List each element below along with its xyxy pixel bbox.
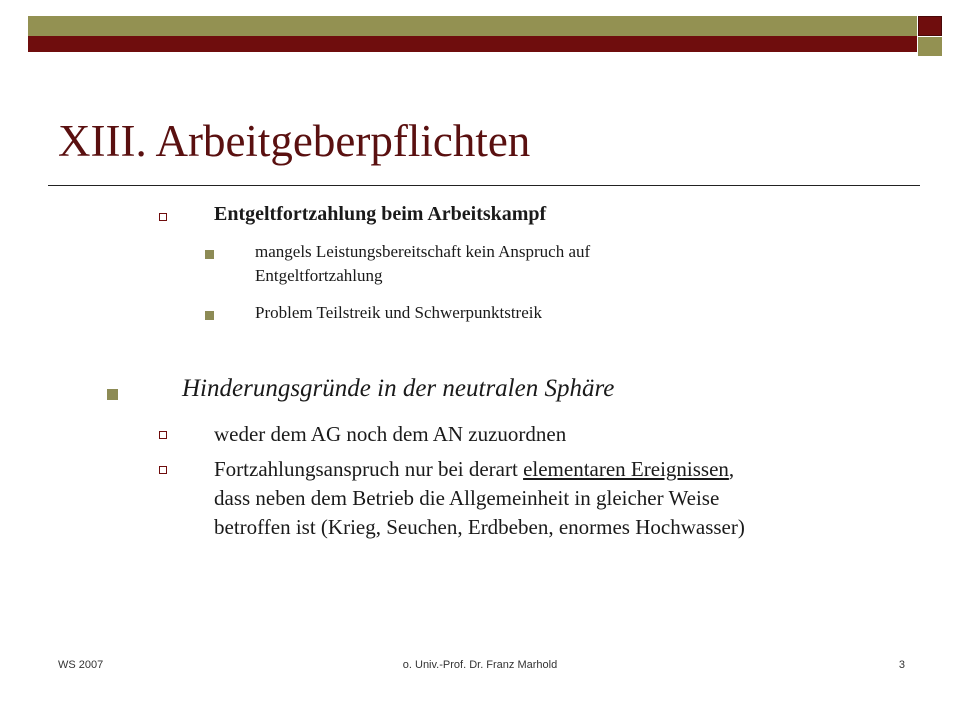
- slide-title: XIII. Arbeitgeberpflichten: [58, 116, 531, 166]
- bullet-leistungsbereitschaft: mangels Leistungsbereitschaft kein Anspruch auf Entgeltfortzahlung: [255, 242, 591, 285]
- square-bullet-icon: [205, 250, 214, 259]
- header-olive-stripe: [28, 16, 917, 36]
- footer-semester: WS 2007: [58, 659, 104, 671]
- section-heading-hinderungsgruende: Hinderungsgründe in der neutralen Sphäre: [182, 375, 615, 402]
- hollow-square-bullet-icon: [159, 466, 167, 474]
- section-heading-entgeltfortzahlung: Entgeltfortzahlung beim Arbeitskampf: [214, 203, 547, 225]
- square-bullet-icon: [107, 389, 118, 400]
- footer-page-number: 3: [898, 659, 905, 671]
- title-rule: [48, 185, 920, 186]
- hollow-square-bullet-icon: [159, 213, 167, 221]
- header-maroon-square: [918, 16, 942, 36]
- header-bar: [28, 16, 917, 52]
- footer-author: o. Univ.-Prof. Dr. Franz Marhold: [402, 659, 558, 671]
- header-olive-square: [918, 37, 942, 56]
- header-maroon-stripe: [28, 36, 917, 52]
- bullet-weder-ag-noch-an: weder dem AG noch dem AN zuzuordnen: [214, 422, 567, 446]
- underlined-phrase: elementaren Ereignissen: [523, 457, 729, 481]
- bullet-fortzahlungsanspruch: Fortzahlungsanspruch nur bei derart elementaren Ereignissen, dass neben dem Betrieb die Allgemeinheit in gleicher Weise betroffen ist (Krieg, Seuchen, Erdbeben, enormes Hochwasser): [214, 457, 745, 539]
- hollow-square-bullet-icon: [159, 431, 167, 439]
- bullet-teilstreik: Problem Teilstreik und Schwerpunktstreik: [255, 303, 542, 322]
- square-bullet-icon: [205, 311, 214, 320]
